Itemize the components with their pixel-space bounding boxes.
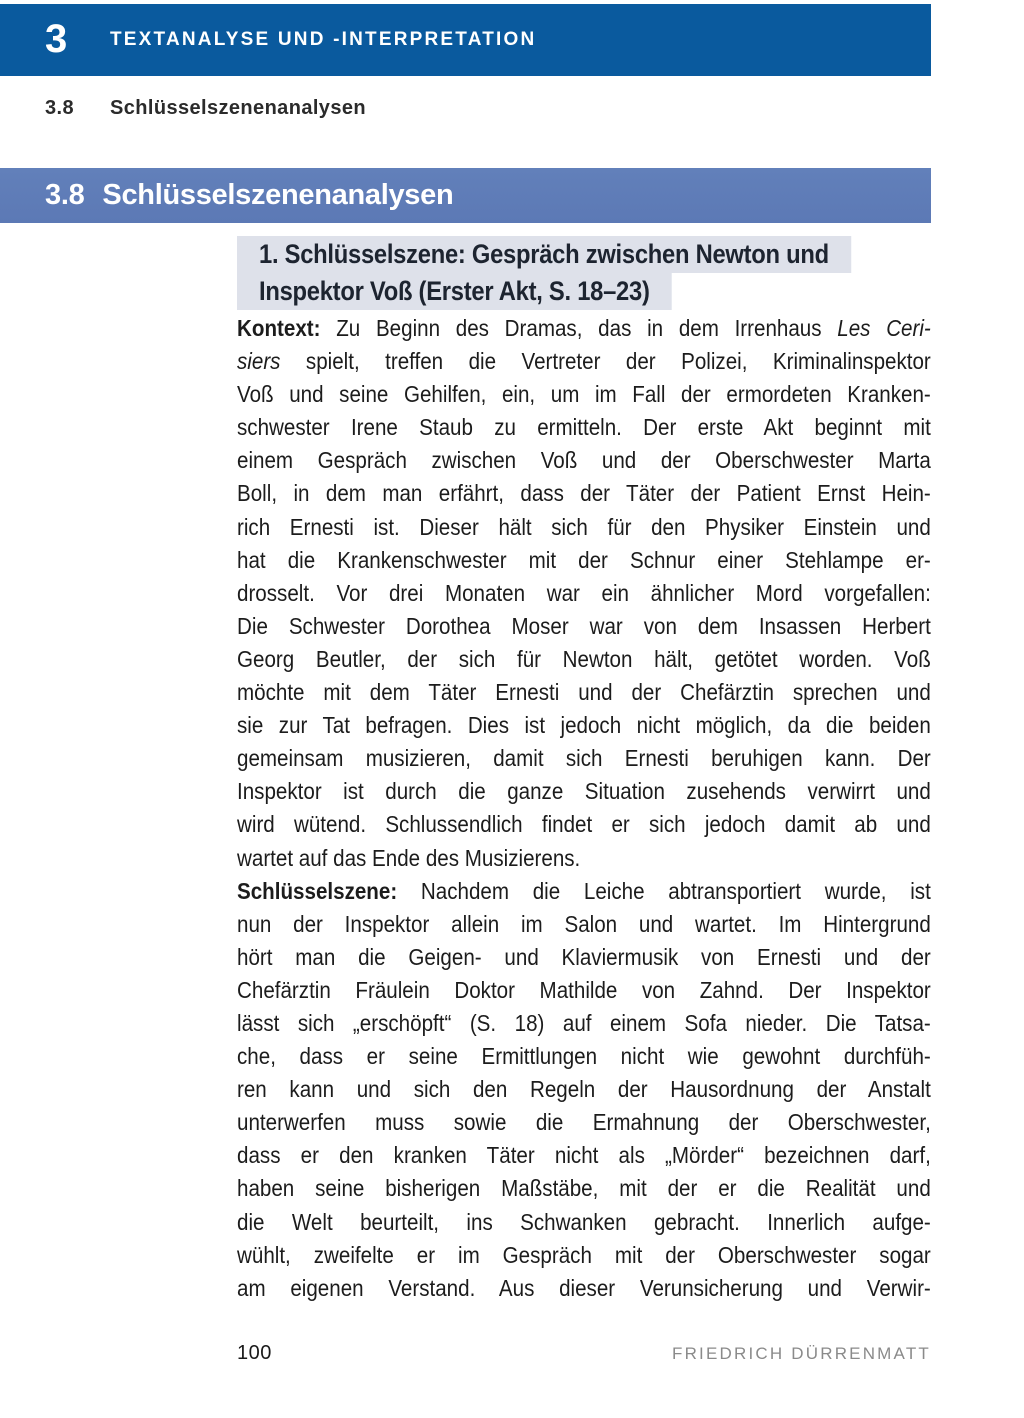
page-number: 100: [237, 1342, 272, 1364]
body-line: [237, 941, 931, 974]
body-line: [237, 1106, 931, 1139]
body-line: [237, 1272, 931, 1305]
body-line: [237, 842, 931, 875]
text-segment: schwester Irene Staub zu ermitteln. Der erste Akt beginnt mit: [237, 414, 931, 441]
text-segment: siers: [237, 348, 281, 375]
text-segment: Georg Beutler, der sich für Newton hält, getötet worden. Voß: [237, 645, 931, 672]
body-line: [237, 1139, 931, 1172]
key-scene-heading-line2: Inspektor Voß (Erster Akt, S. 18–23): [237, 273, 672, 310]
body-line: [237, 1007, 931, 1040]
text-segment: unterwerfen muss sowie die Ermahnung der Oberschwester,: [237, 1109, 931, 1136]
section-header-text: [45, 168, 453, 223]
body-line: [237, 577, 931, 610]
breadcrumb: [45, 97, 366, 120]
body-line: [237, 1206, 931, 1239]
text-segment: nun der Inspektor allein im Salon und wartet. Im Hintergrund: [237, 910, 931, 937]
text-segment: Chefärztin Fräulein Doktor Mathilde von Zahnd. Der Inspektor: [237, 976, 931, 1003]
body-line: [237, 974, 931, 1007]
text-segment: lässt sich „erschöpft“ (S. 18) auf einem Sofa nieder. Die Tatsa-: [237, 1009, 931, 1036]
body-text: [237, 312, 931, 1305]
text-segment: Kontext:: [237, 315, 321, 341]
text-segment: die Welt beurteilt, ins Schwanken gebracht. Innerlich aufge-: [237, 1208, 931, 1235]
text-segment: Die Schwester Dorothea Moser war von dem Insassen Herbert: [237, 612, 931, 639]
text-segment: drosselt. Vor drei Monaten war ein ähnlicher Mord vorgefallen:: [237, 579, 931, 606]
body-line: [237, 643, 931, 676]
body-line: [237, 444, 931, 477]
body-line: [237, 775, 931, 808]
text-segment: gemeinsam musizieren, damit sich Ernesti beruhigen kann. Der: [237, 745, 931, 772]
section-number: 3.8: [45, 179, 85, 211]
body-line: [237, 709, 931, 742]
breadcrumb-number: 3.8: [45, 97, 75, 119]
body-line: [237, 312, 931, 345]
body-line: [237, 345, 931, 378]
text-segment: wartet auf das Ende des Musizierens.: [237, 844, 581, 871]
text-segment: hört man die Geigen- und Klaviermusik von Ernesti und der: [237, 943, 931, 970]
text-segment: möchte mit dem Täter Ernesti und der Chefärztin sprechen und: [237, 679, 931, 706]
text-segment: ren kann und sich den Regeln der Hausordnung der Anstalt: [237, 1076, 931, 1103]
text-segment: Zu Beginn des Dramas, das in dem Irrenhaus: [320, 315, 838, 341]
text-segment: rich Ernesti ist. Dieser hält sich für den Physiker Einstein und: [237, 513, 931, 540]
text-segment: einem Gespräch zwischen Voß und der Oberschwester Marta: [237, 447, 931, 474]
body-line: [237, 676, 931, 709]
text-segment: Les Ceri-: [837, 315, 931, 341]
chapter-header-bar: [0, 4, 931, 76]
body-line: [237, 544, 931, 577]
page-footer: [237, 1342, 931, 1365]
body-line: [237, 477, 931, 510]
text-segment: am eigenen Verstand. Aus dieser Verunsicherung und Verwir-: [237, 1274, 931, 1301]
text-segment: Voß und seine Gehilfen, ein, um im Fall der ermordeten Kranken-: [237, 381, 931, 408]
text-segment: Nachdem die Leiche abtransportiert wurde, ist: [397, 877, 931, 904]
body-line: [237, 378, 931, 411]
section-header-bar: [0, 168, 931, 223]
text-segment: spielt, treffen die Vertreter der Polizei, Kriminalinspektor: [280, 348, 931, 375]
text-segment: Inspektor ist durch die ganze Situation zusehends verwirrt und: [237, 778, 931, 805]
body-line: [237, 808, 931, 841]
body-line: [237, 1073, 931, 1106]
body-line: [237, 908, 931, 941]
text-segment: wühlt, zweifelte er im Gespräch mit der Oberschwester sogar: [237, 1241, 931, 1268]
running-footer-author: FRIEDRICH DÜRRENMATT: [671, 1344, 931, 1363]
body-line: [237, 1172, 931, 1205]
key-scene-heading: [237, 236, 851, 310]
key-scene-heading-line1: 1. Schlüsselszene: Gespräch zwischen Newton und: [237, 236, 851, 273]
section-title: Schlüsselszenenanalysen: [102, 179, 454, 211]
text-segment: haben seine bisherigen Maßstäbe, mit der er die Realität und: [237, 1175, 931, 1202]
body-line: [237, 742, 931, 775]
text-segment: sie zur Tat befragen. Dies ist jedoch nicht möglich, da die beiden: [237, 712, 931, 739]
chapter-title: TEXTANALYSE UND -INTERPRETATION: [110, 29, 537, 50]
text-segment: che, dass er seine Ermittlungen nicht wie gewohnt durchfüh-: [237, 1043, 931, 1070]
body-line: [237, 411, 931, 444]
breadcrumb-label: Schlüsselszenenanalysen: [110, 97, 366, 119]
text-segment: dass er den kranken Täter nicht als „Mörder“ bezeichnen darf,: [237, 1142, 931, 1169]
text-segment: Boll, in dem man erfährt, dass der Täter der Patient Ernst Hein-: [237, 480, 931, 507]
text-segment: hat die Krankenschwester mit der Schnur einer Stehlampe er-: [237, 546, 931, 573]
chapter-number: 3: [45, 17, 68, 62]
text-segment: Schlüsselszene:: [237, 877, 398, 904]
body-line: [237, 610, 931, 643]
text-segment: wird wütend. Schlussendlich findet er sich jedoch damit ab und: [237, 811, 931, 838]
body-line: [237, 1040, 931, 1073]
body-line: [237, 875, 931, 908]
body-line: [237, 511, 931, 544]
body-line: [237, 1239, 931, 1272]
